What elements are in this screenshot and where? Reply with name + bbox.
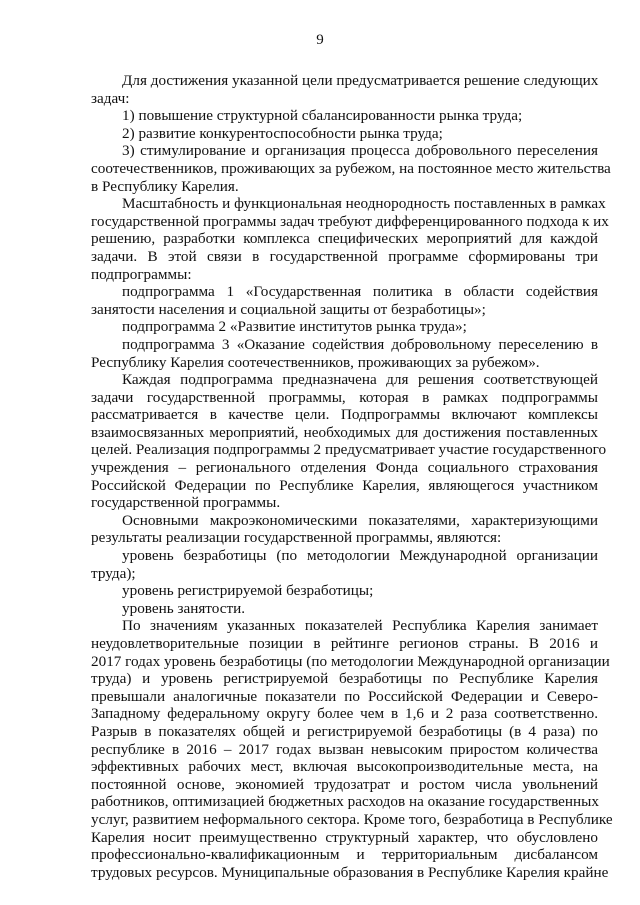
text-line: неудовлетворительные позиции в рейтинге регионов страны. В 2016 и bbox=[91, 635, 598, 652]
text-line: 2) развитие конкурентоспособности рынка труда; bbox=[122, 124, 443, 142]
text-line: Для достижения указанной цели предусматривается решение следующих bbox=[122, 72, 599, 89]
document-body bbox=[91, 72, 613, 881]
text-line: услуг, развитием неформального сектора. Кроме того, безработица в Республике bbox=[91, 810, 613, 828]
text-line: государственной программы. bbox=[91, 494, 281, 512]
text-line: взаимосвязанных мероприятий, необходимых для достижения поставленных bbox=[91, 423, 598, 441]
text-line: задач: bbox=[91, 89, 130, 107]
text-line: трудовых ресурсов. Муниципальные образования в Республике Карелия крайне bbox=[91, 863, 609, 881]
text-line: труда); bbox=[91, 564, 136, 582]
text-line: Масштабность и функциональная неоднородность поставленных в рамках bbox=[122, 195, 606, 213]
text-line: эффективных рабочих мест, включая высокопроизводительные места, на bbox=[91, 758, 598, 776]
text-line: Республику Карелия соотечественников, проживающих за рубежом». bbox=[91, 353, 540, 371]
text-line: Карелия носит преимущественно структурный характер, что обусловлено bbox=[91, 828, 598, 846]
text-line: подпрограмма 2 «Развитие институтов рынка труда»; bbox=[122, 318, 467, 336]
text-line: профессионально-квалификационным и территориальным дисбалансом bbox=[91, 846, 598, 864]
text-line: Каждая подпрограмма предназначена для решения соответствующей bbox=[122, 371, 598, 389]
text-line: 3) стимулирование и организация процесса добровольного переселения bbox=[122, 142, 598, 160]
text-line: работников, оптимизацией бюджетных расходов на оказание государственных bbox=[91, 793, 599, 811]
text-line: уровень занятости. bbox=[122, 599, 246, 617]
text-line: Российской Федерации по Республике Карелия, являющегося участником bbox=[91, 476, 598, 494]
text-line: решению, разработки комплекса специфических мероприятий для каждой bbox=[91, 230, 598, 248]
text-line: уровень регистрируемой безработицы; bbox=[122, 582, 374, 600]
text-line: целей. Реализация подпрограммы 2 предусматривает участие государственного bbox=[91, 441, 607, 459]
text-line: результаты реализации государственной программы, являются: bbox=[91, 529, 502, 547]
text-line: занятости населения и социальной защиты от безработицы»; bbox=[91, 300, 486, 318]
text-line: задачи. В этой связи в государственной программе сформированы три bbox=[91, 247, 598, 265]
text-line: 2017 годах уровень безработицы (по методологии Международной организации bbox=[91, 652, 610, 670]
text-line: задачи государственной программы, которая в рамках подпрограммы bbox=[91, 388, 598, 406]
text-line: Разрыв в показателях общей и регистрируемой безработицы (в 4 раза) по bbox=[91, 722, 598, 740]
text-line: в Республику Карелия. bbox=[91, 177, 239, 195]
text-line: превышали аналогичные показатели по Российской Федерации и Северо- bbox=[91, 687, 598, 705]
text-line: Западному федеральному округу более чем в 1,6 и 2 раза соответственно. bbox=[91, 705, 598, 723]
text-line: 1) повышение структурной сбалансированности рынка труда; bbox=[122, 107, 523, 125]
text-line: рассматривается в качестве цели. Подпрограммы включают комплексы bbox=[91, 406, 598, 424]
text-line: постоянной основе, экономией трудозатрат и ростом числа увольнений bbox=[91, 775, 598, 793]
text-line: соотечественников, проживающих за рубежом, на постоянное место жительства bbox=[91, 159, 611, 177]
text-line: По значениям указанных показателей Республика Карелия занимает bbox=[122, 617, 598, 635]
text-line: труда) и уровень регистрируемой безработицы по Республике Карелия bbox=[91, 670, 598, 688]
text-line: государственной программы задач требуют дифференцированного подхода к их bbox=[91, 212, 609, 230]
text-line: республике в 2016 – 2017 годах вызван невысоким приростом количества bbox=[91, 740, 598, 758]
text-line: уровень безработицы (по методологии Международной организации bbox=[122, 547, 598, 565]
text-line: подпрограмма 1 «Государственная политика в области содействия bbox=[122, 283, 598, 301]
page-number: 9 bbox=[316, 32, 324, 48]
text-line: подпрограмма 3 «Оказание содействия добровольному переселению в bbox=[122, 335, 598, 353]
text-line: Основными макроэкономическими показателями, характеризующими bbox=[122, 511, 598, 529]
text-line: учреждения – регионального отделения Фонда социального страхования bbox=[91, 459, 598, 477]
text-line: подпрограммы: bbox=[91, 265, 192, 283]
